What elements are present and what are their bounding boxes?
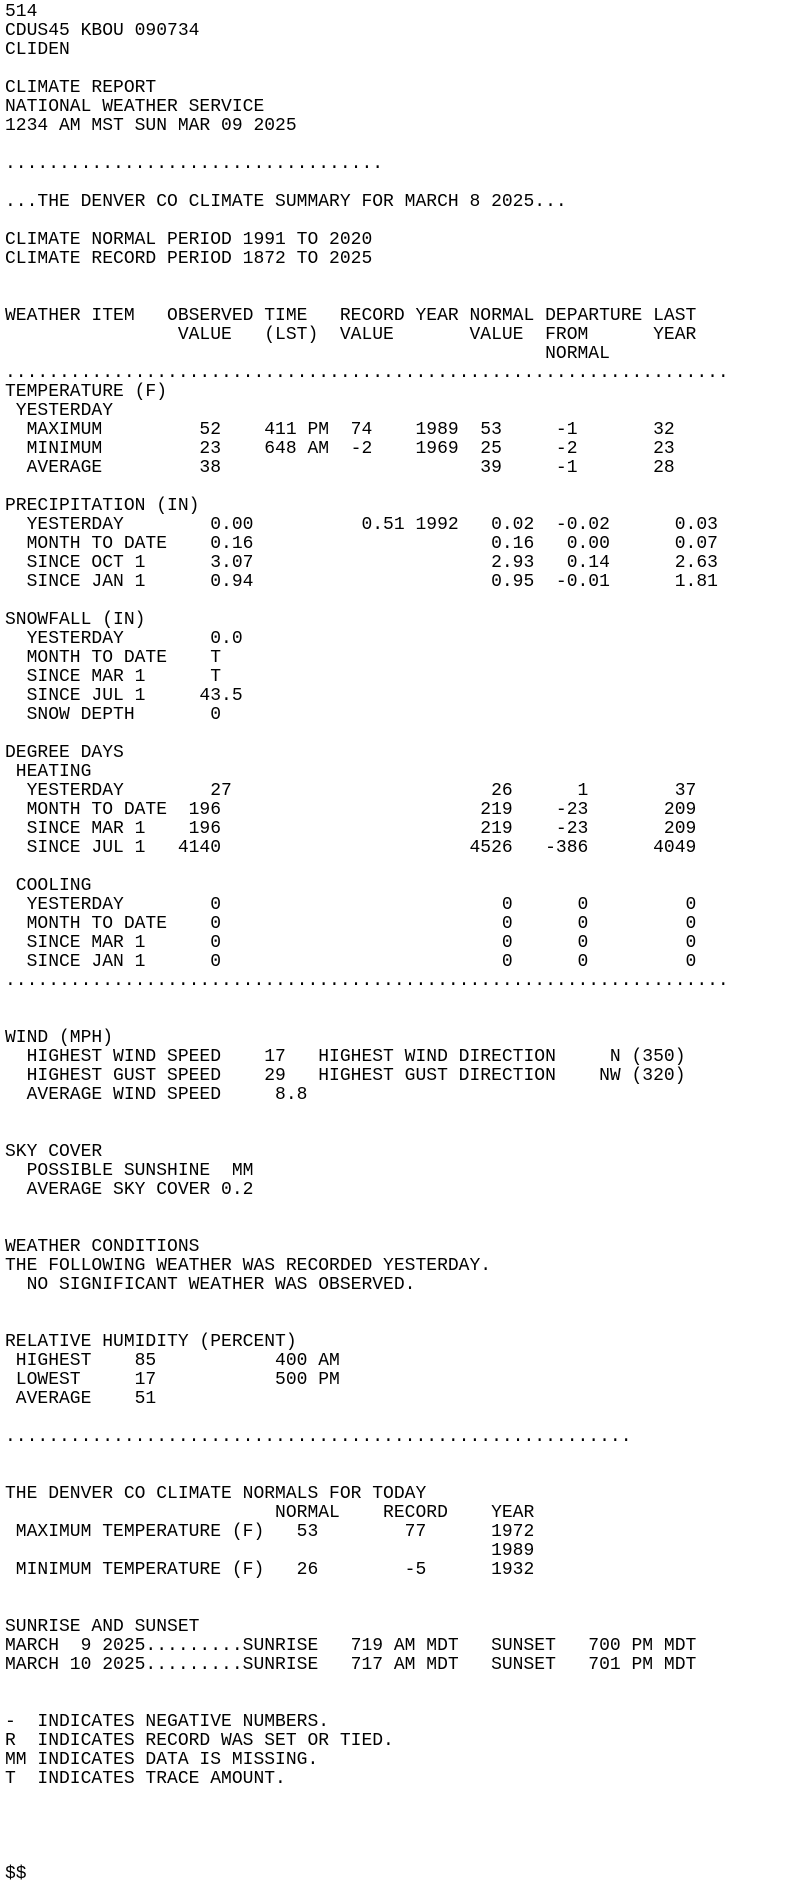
report-line xyxy=(5,174,810,193)
report-line xyxy=(5,858,810,877)
report-line: ................................... xyxy=(5,154,384,174)
report-line xyxy=(5,1219,810,1238)
report-line: MARCH 9 2025.........SUNRISE 719 AM MDT SUNSET 700 PM MDT xyxy=(5,1636,697,1656)
report-line xyxy=(5,1846,810,1865)
report-line: CLIMATE REPORT xyxy=(5,78,157,98)
report-line xyxy=(5,1466,810,1485)
report-line: TEMPERATURE (F) xyxy=(5,382,168,402)
report-line xyxy=(5,725,810,744)
report-line: ................................................................... xyxy=(5,363,729,383)
report-line xyxy=(5,1694,810,1713)
report-line xyxy=(5,592,810,611)
report-line xyxy=(5,288,810,307)
report-line xyxy=(5,1580,810,1599)
report-line: ...THE DENVER CO CLIMATE SUMMARY FOR MARCH 8 2025... xyxy=(5,192,567,212)
report-line xyxy=(5,1314,810,1333)
report-line: MONTH TO DATE 196 219 -23 209 xyxy=(5,800,697,820)
report-line: 1234 AM MST SUN MAR 09 2025 xyxy=(5,116,297,136)
report-line: SINCE JAN 1 0.94 0.95 -0.01 1.81 xyxy=(5,572,718,592)
report-line: 1989 xyxy=(5,1541,535,1561)
report-line: AVERAGE 38 39 -1 28 xyxy=(5,458,675,478)
report-line xyxy=(5,1447,810,1466)
report-line: RELATIVE HUMIDITY (PERCENT) xyxy=(5,1332,297,1352)
report-line: AVERAGE SKY COVER 0.2 xyxy=(5,1180,254,1200)
report-line: NATIONAL WEATHER SERVICE xyxy=(5,97,265,117)
report-line: THE FOLLOWING WEATHER WAS RECORDED YESTERDAY. xyxy=(5,1256,492,1276)
report-line: WIND (MPH) xyxy=(5,1028,114,1048)
report-line: MAXIMUM TEMPERATURE (F) 53 77 1972 xyxy=(5,1522,535,1542)
report-line: HIGHEST WIND SPEED 17 HIGHEST WIND DIRECTION N (350) xyxy=(5,1047,686,1067)
report-line: CDUS45 KBOU 090734 xyxy=(5,21,200,41)
report-line: SNOWFALL (IN) xyxy=(5,610,146,630)
report-line xyxy=(5,1010,810,1029)
report-line: DEGREE DAYS xyxy=(5,743,124,763)
report-line: AVERAGE WIND SPEED 8.8 xyxy=(5,1085,308,1105)
report-line: VALUE (LST) VALUE VALUE FROM YEAR xyxy=(5,325,697,345)
report-line xyxy=(5,1124,810,1143)
report-line: MONTH TO DATE 0 0 0 0 xyxy=(5,914,697,934)
report-line: SINCE JUL 1 4140 4526 -386 4049 xyxy=(5,838,697,858)
report-line: CLIMATE NORMAL PERIOD 1991 TO 2020 xyxy=(5,230,373,250)
report-line: HIGHEST GUST SPEED 29 HIGHEST GUST DIRECTION NW (320) xyxy=(5,1066,686,1086)
report-line: SINCE JAN 1 0 0 0 0 xyxy=(5,952,697,972)
report-line: MINIMUM TEMPERATURE (F) 26 -5 1932 xyxy=(5,1560,535,1580)
report-line: PRECIPITATION (IN) xyxy=(5,496,200,516)
report-line: YESTERDAY 0.0 xyxy=(5,629,243,649)
report-line: POSSIBLE SUNSHINE MM xyxy=(5,1161,254,1181)
report-line: HEATING xyxy=(5,762,92,782)
report-line xyxy=(5,1599,810,1618)
report-line: SINCE JUL 1 43.5 xyxy=(5,686,243,706)
report-line: MARCH 10 2025.........SUNRISE 717 AM MDT SUNSET 701 PM MDT xyxy=(5,1655,697,1675)
report-line: AVERAGE 51 xyxy=(5,1389,157,1409)
report-line: T INDICATES TRACE AMOUNT. xyxy=(5,1769,286,1789)
report-line xyxy=(5,1808,810,1827)
report-line: HIGHEST 85 400 AM xyxy=(5,1351,340,1371)
report-line xyxy=(5,991,810,1010)
report-line: YESTERDAY 0 0 0 0 xyxy=(5,895,697,915)
report-line: $$ xyxy=(5,1864,27,1884)
report-line xyxy=(5,1827,810,1846)
report-line: - INDICATES NEGATIVE NUMBERS. xyxy=(5,1712,330,1732)
report-line: SINCE MAR 1 0 0 0 0 xyxy=(5,933,697,953)
report-line: SKY COVER xyxy=(5,1142,103,1162)
report-line: 514 xyxy=(5,2,38,22)
report-line: WEATHER CONDITIONS xyxy=(5,1237,200,1257)
report-line: COOLING xyxy=(5,876,92,896)
report-line xyxy=(5,478,810,497)
report-line: SINCE MAR 1 T xyxy=(5,667,222,687)
report-line xyxy=(5,269,810,288)
report-line: THE DENVER CO CLIMATE NORMALS FOR TODAY xyxy=(5,1484,427,1504)
report-line xyxy=(5,1409,810,1428)
report-line: SINCE MAR 1 196 219 -23 209 xyxy=(5,819,697,839)
report-line: SUNRISE AND SUNSET xyxy=(5,1617,200,1637)
report-line xyxy=(5,1789,810,1808)
report-line: CLIMATE RECORD PERIOD 1872 TO 2025 xyxy=(5,249,373,269)
report-line xyxy=(5,1675,810,1694)
report-line: CLIDEN xyxy=(5,40,70,60)
report-line xyxy=(5,1105,810,1124)
report-line: MONTH TO DATE T xyxy=(5,648,222,668)
report-line xyxy=(5,136,810,155)
report-line: ................................................................... xyxy=(5,971,729,991)
report-line: NO SIGNIFICANT WEATHER WAS OBSERVED. xyxy=(5,1275,416,1295)
report-line: R INDICATES RECORD WAS SET OR TIED. xyxy=(5,1731,394,1751)
report-line: WEATHER ITEM OBSERVED TIME RECORD YEAR NORMAL DEPARTURE LAST xyxy=(5,306,697,326)
report-line: .......................................................... xyxy=(5,1427,632,1447)
report-line: SINCE OCT 1 3.07 2.93 0.14 2.63 xyxy=(5,553,718,573)
report-line: NORMAL RECORD YEAR xyxy=(5,1503,535,1523)
report-line: YESTERDAY 0.00 0.51 1992 0.02 -0.02 0.03 xyxy=(5,515,718,535)
report-line xyxy=(5,1295,810,1314)
report-line: YESTERDAY xyxy=(5,401,114,421)
report-line: NORMAL xyxy=(5,344,610,364)
report-line: SNOW DEPTH 0 xyxy=(5,705,222,725)
report-line: MM INDICATES DATA IS MISSING. xyxy=(5,1750,319,1770)
report-line xyxy=(5,1200,810,1219)
report-line xyxy=(5,60,810,79)
report-line: MAXIMUM 52 411 PM 74 1989 53 -1 32 xyxy=(5,420,675,440)
report-line: MINIMUM 23 648 AM -2 1969 25 -2 23 xyxy=(5,439,675,459)
report-line: LOWEST 17 500 PM xyxy=(5,1370,340,1390)
report-line: YESTERDAY 27 26 1 37 xyxy=(5,781,697,801)
report-line xyxy=(5,212,810,231)
report-line: MONTH TO DATE 0.16 0.16 0.00 0.07 xyxy=(5,534,718,554)
